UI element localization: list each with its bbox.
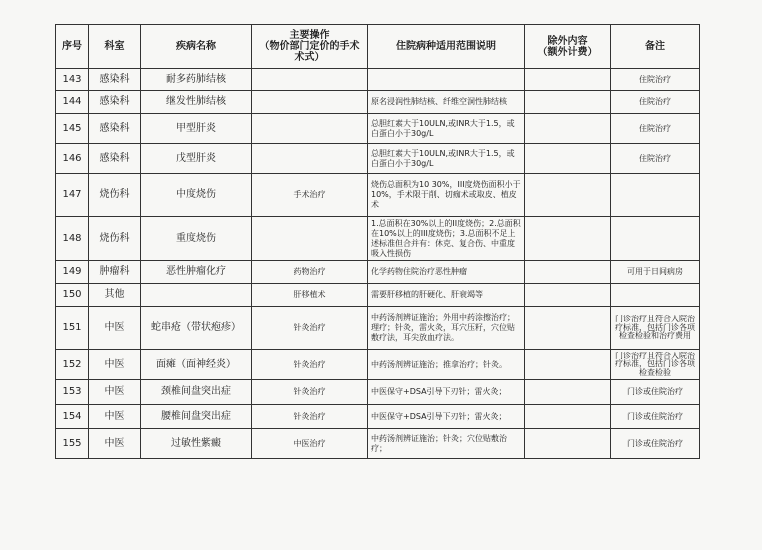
row-scope: 化学药物住院治疗恶性肿瘤 <box>368 261 525 284</box>
table-row <box>56 174 700 217</box>
table-row <box>56 144 700 174</box>
row-exclusion <box>525 114 611 144</box>
row-disease: 腰椎间盘突出症 <box>141 405 252 429</box>
row-dept: 中医 <box>89 380 141 405</box>
row-note: 住院治疗 <box>611 114 700 144</box>
row-operation: 手术治疗 <box>252 174 368 217</box>
row-dept: 烧伤科 <box>89 174 141 217</box>
row-scope: 中医保守+DSA引导下刃针；雷火灸； <box>368 405 525 429</box>
row-disease: 过敏性紫癜 <box>141 429 252 459</box>
row-disease: 中度烧伤 <box>141 174 252 217</box>
row-dept: 中医 <box>89 405 141 429</box>
row-disease: 面瘫（面神经炎） <box>141 350 252 380</box>
row-scope: 中医保守+DSA引导下刃针；雷火灸； <box>368 380 525 405</box>
row-scope: 中药汤剂辨证施治；推拿治疗；针灸。 <box>368 350 525 380</box>
row-dept: 感染科 <box>89 91 141 114</box>
row-operation: 针灸治疗 <box>252 380 368 405</box>
row-dept: 中医 <box>89 429 141 459</box>
row-exclusion <box>525 380 611 405</box>
row-note: 住院治疗 <box>611 69 700 91</box>
row-no: 150 <box>56 284 89 307</box>
table-sheet <box>55 24 700 459</box>
row-note-text: 门诊治疗且符合入院治疗标准，包括门诊各项检查检验 <box>615 351 695 377</box>
row-dept: 中医 <box>89 307 141 350</box>
row-operation <box>252 114 368 144</box>
row-operation: 针灸治疗 <box>252 350 368 380</box>
table-row <box>56 429 700 459</box>
row-exclusion <box>525 69 611 91</box>
row-no: 151 <box>56 307 89 350</box>
row-note <box>611 284 700 307</box>
table-row <box>56 69 700 91</box>
row-note <box>611 174 700 217</box>
row-scope: 中药汤剂辨证施治；外用中药涂擦治疗；理疗；针灸，雷火灸，耳穴压籽，穴位贴敷疗法，耳尖放血疗法。 <box>368 307 525 350</box>
table-row <box>56 284 700 307</box>
header-scope: 住院病种适用范围说明 <box>368 25 525 69</box>
table-row <box>56 350 700 380</box>
row-note <box>611 350 700 380</box>
row-dept: 其他 <box>89 284 141 307</box>
table-row <box>56 261 700 284</box>
row-no: 144 <box>56 91 89 114</box>
header-operation: 主要操作 （物价部门定价的手术术式） <box>252 25 368 69</box>
row-disease: 蛇串疮（带状疱疹） <box>141 307 252 350</box>
row-operation: 中医治疗 <box>252 429 368 459</box>
row-note-text: 门诊治疗且符合入院治疗标准，包括门诊各项检查检验和治疗费用 <box>615 315 695 341</box>
row-note: 门诊或住院治疗 <box>611 405 700 429</box>
row-exclusion <box>525 261 611 284</box>
row-scope: 需要肝移植的肝硬化、肝衰竭等 <box>368 284 525 307</box>
row-disease: 重度烧伤 <box>141 217 252 261</box>
row-scope: 原名浸润性肺结核、纤维空洞性肺结核 <box>368 91 525 114</box>
disease-table <box>55 24 700 459</box>
row-operation <box>252 91 368 114</box>
row-note: 门诊或住院治疗 <box>611 380 700 405</box>
row-operation <box>252 144 368 174</box>
row-operation <box>252 217 368 261</box>
row-note: 住院治疗 <box>611 144 700 174</box>
row-exclusion <box>525 284 611 307</box>
row-scope <box>368 69 525 91</box>
header-row <box>56 25 700 69</box>
row-no: 149 <box>56 261 89 284</box>
row-exclusion <box>525 350 611 380</box>
row-exclusion <box>525 429 611 459</box>
table-row <box>56 307 700 350</box>
row-dept: 烧伤科 <box>89 217 141 261</box>
table-row <box>56 405 700 429</box>
row-no: 145 <box>56 114 89 144</box>
row-dept: 感染科 <box>89 144 141 174</box>
row-disease: 继发性肺结核 <box>141 91 252 114</box>
row-note: 可用于日间病房 <box>611 261 700 284</box>
row-no: 143 <box>56 69 89 91</box>
row-note: 门诊或住院治疗 <box>611 429 700 459</box>
row-no: 154 <box>56 405 89 429</box>
row-note: 住院治疗 <box>611 91 700 114</box>
row-no: 148 <box>56 217 89 261</box>
row-exclusion <box>525 144 611 174</box>
row-scope: 中药汤剂辨证施治；针灸；穴位贴敷治疗； <box>368 429 525 459</box>
row-scope: 总胆红素大于10ULN,或INR大于1.5，或白蛋白小于30g/L <box>368 144 525 174</box>
table-row <box>56 114 700 144</box>
row-no: 153 <box>56 380 89 405</box>
row-disease: 戊型肝炎 <box>141 144 252 174</box>
row-disease <box>141 284 252 307</box>
row-no: 155 <box>56 429 89 459</box>
row-scope: 总胆红素大于10ULN,或INR大于1.5，或白蛋白小于30g/L <box>368 114 525 144</box>
row-dept: 中医 <box>89 350 141 380</box>
row-exclusion <box>525 405 611 429</box>
row-dept: 感染科 <box>89 114 141 144</box>
header-disease: 疾病名称 <box>141 25 252 69</box>
row-note <box>611 217 700 261</box>
row-exclusion <box>525 307 611 350</box>
row-scope: 1.总面积在30%以上的II度烧伤；2.总面积在10%以上的III度烧伤；3.总面积不足上述标准但合并有：休克、复合伤、中重度吸入性损伤 <box>368 217 525 261</box>
row-operation <box>252 69 368 91</box>
row-disease: 颈椎间盘突出症 <box>141 380 252 405</box>
table-row <box>56 380 700 405</box>
table-row <box>56 91 700 114</box>
header-exclusion: 除外内容 （额外计费） <box>525 25 611 69</box>
header-dept: 科室 <box>89 25 141 69</box>
row-disease: 耐多药肺结核 <box>141 69 252 91</box>
row-note <box>611 307 700 350</box>
row-operation: 肝移植术 <box>252 284 368 307</box>
table-row <box>56 217 700 261</box>
header-no: 序号 <box>56 25 89 69</box>
row-exclusion <box>525 217 611 261</box>
row-no: 146 <box>56 144 89 174</box>
row-exclusion <box>525 91 611 114</box>
row-scope: 烧伤总面积为10 30%，III度烧伤面积小于10%，手术限于削、切痂术或取皮、植皮术 <box>368 174 525 217</box>
row-dept: 肿瘤科 <box>89 261 141 284</box>
row-disease: 恶性肿瘤化疗 <box>141 261 252 284</box>
row-operation: 针灸治疗 <box>252 405 368 429</box>
row-disease: 甲型肝炎 <box>141 114 252 144</box>
row-exclusion <box>525 174 611 217</box>
row-operation: 针灸治疗 <box>252 307 368 350</box>
row-no: 147 <box>56 174 89 217</box>
row-operation: 药物治疗 <box>252 261 368 284</box>
header-note: 备注 <box>611 25 700 69</box>
row-dept: 感染科 <box>89 69 141 91</box>
row-no: 152 <box>56 350 89 380</box>
